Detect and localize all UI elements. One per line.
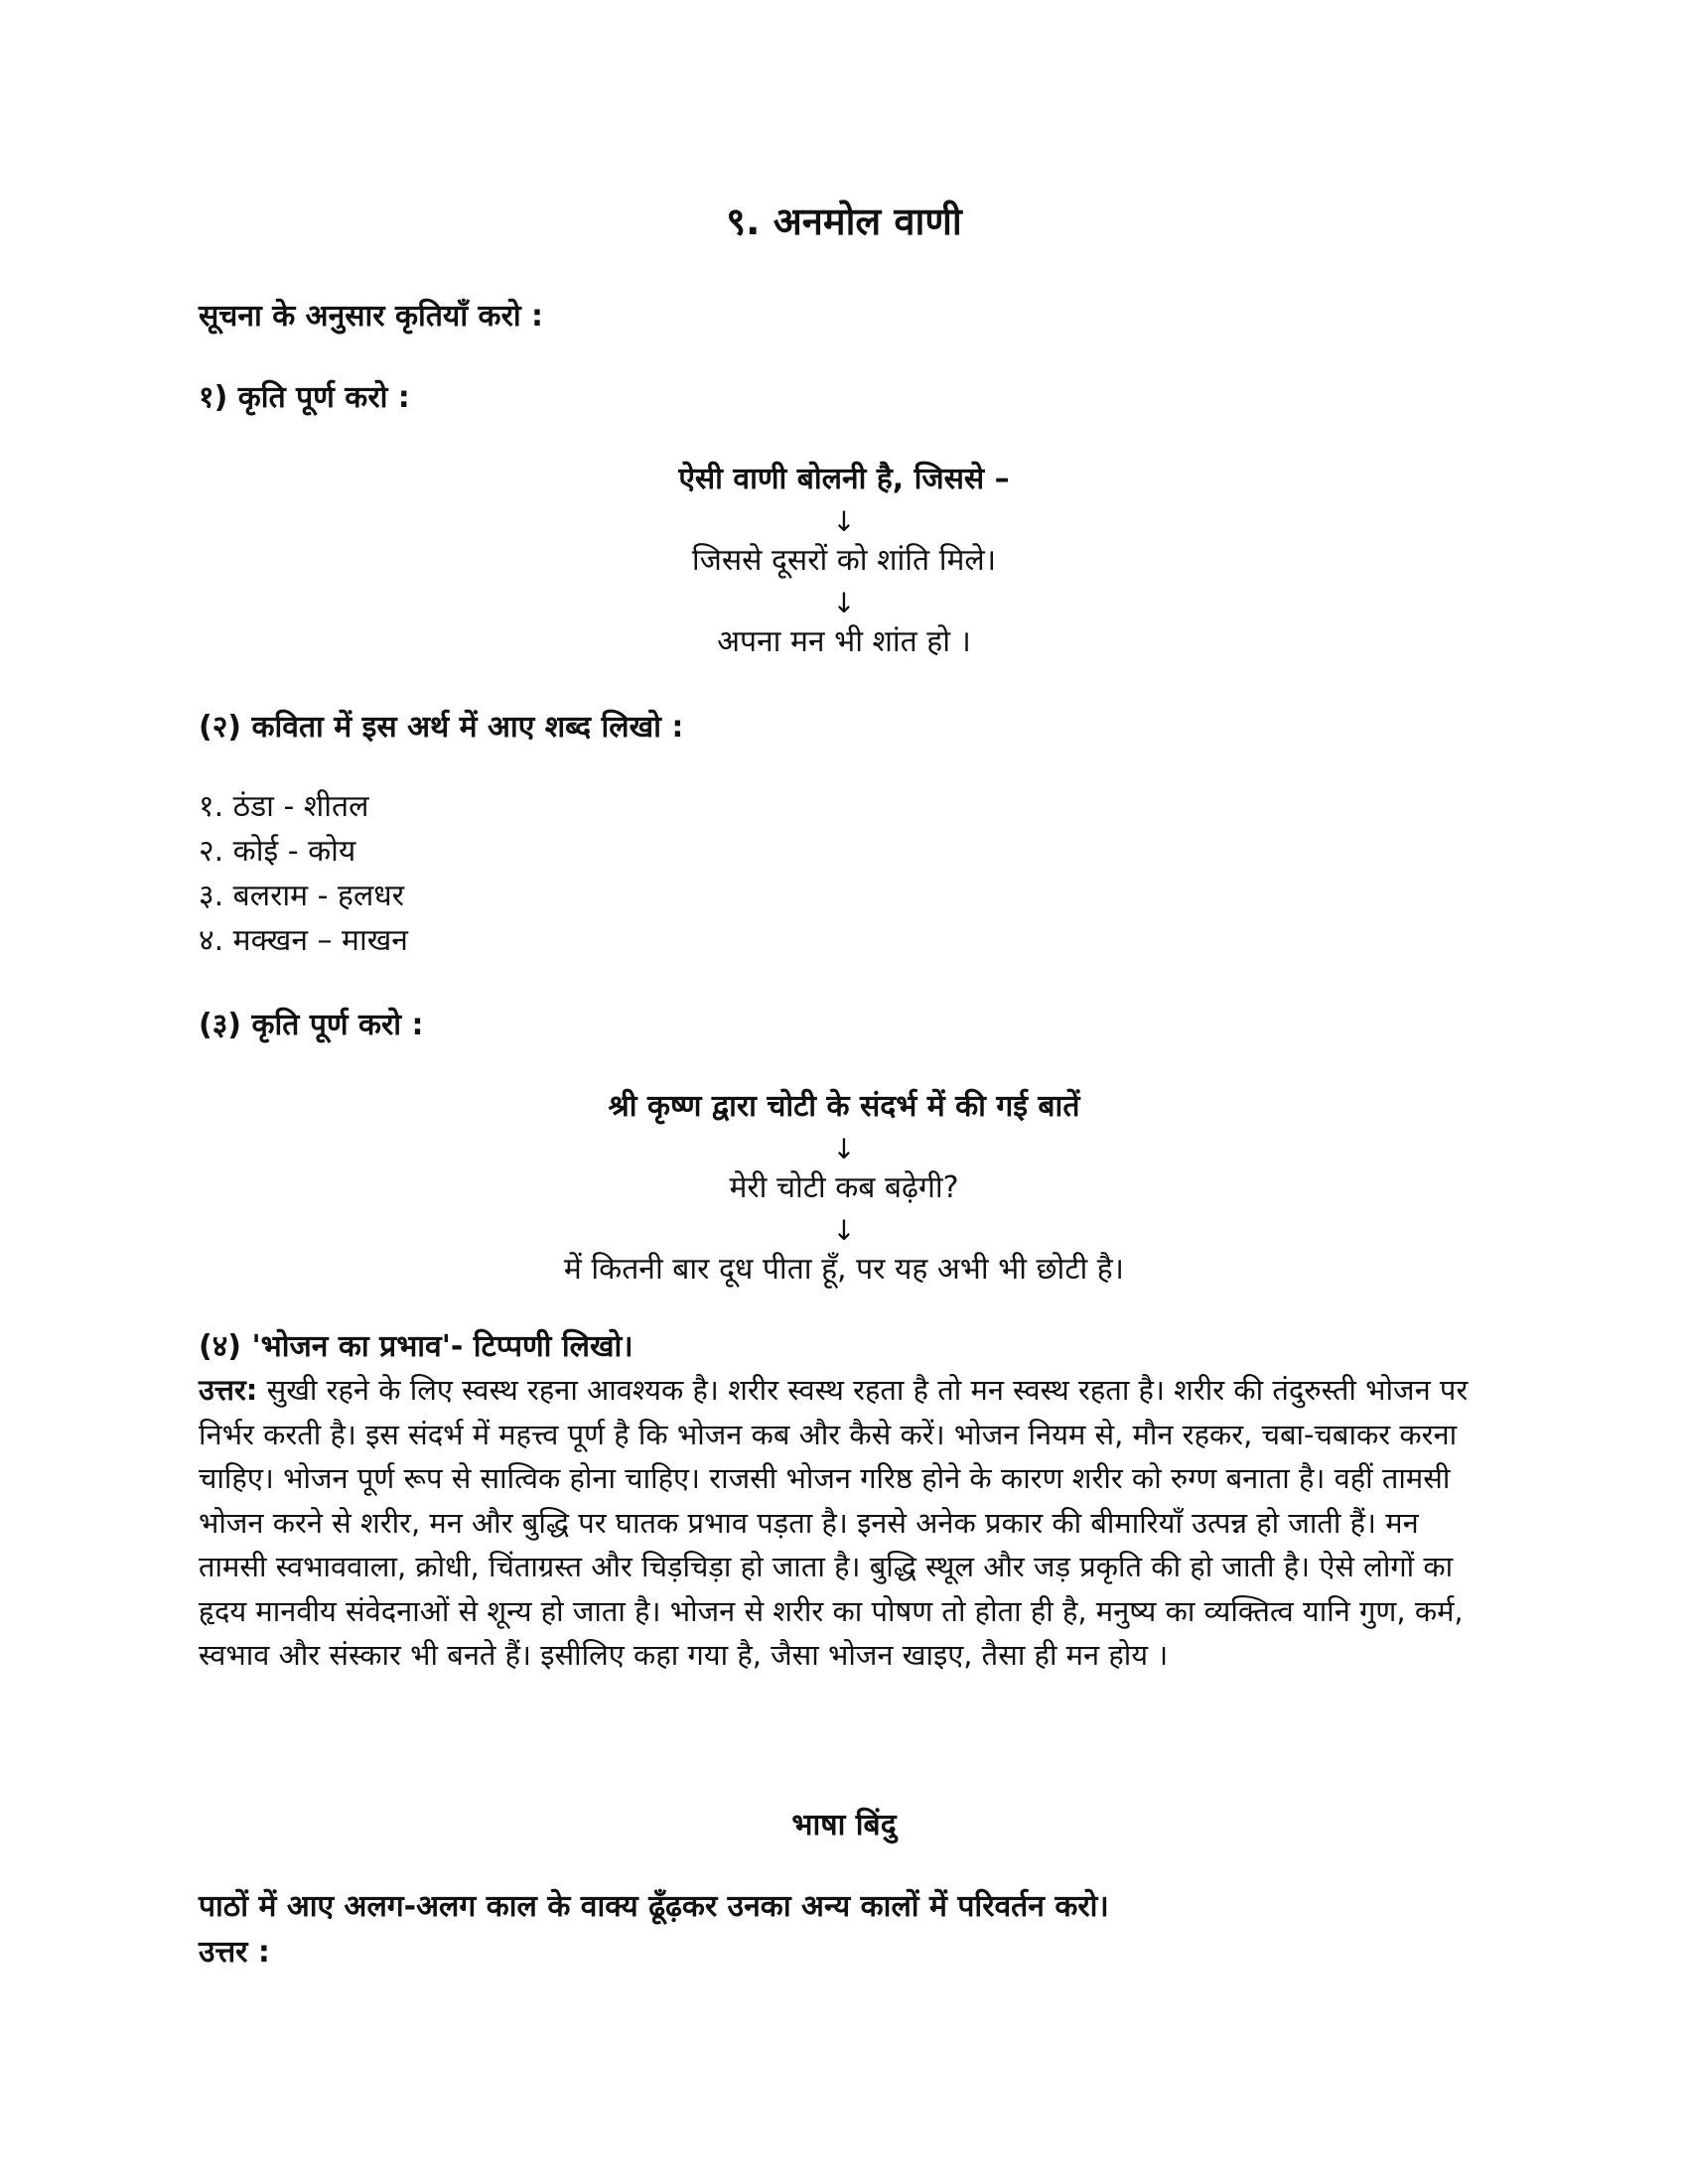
grammar-heading: भाषा बिंदु [791, 1808, 897, 1843]
q2-heading: (२) कविता में इस अर्थ में आए शब्द लिखो : [199, 710, 684, 745]
q1-center-title: ऐसी वाणी बोलनी है, जिससे – [678, 462, 1010, 496]
down-arrow-icon: ↓ [832, 1133, 856, 1165]
down-arrow-icon: ↓ [832, 587, 856, 619]
q3-center-title: श्री कृष्ण द्वारा चोटी के संदर्भ में की गई बातें [608, 1089, 1080, 1124]
answer-label: उत्तर: [199, 1373, 258, 1407]
q3-line-2: में कितनी बार दूध पीता हूँ, पर यह अभी भी छोटी है। [563, 1252, 1125, 1287]
grammar-answer-label: उत्तर : [199, 1935, 270, 1970]
chapter-title: ९. अनमोल वाणी [726, 200, 962, 243]
grammar-question: पाठों में आए अलग-अलग काल के वाक्य ढूँढ़कर उनका अन्य कालों में परिवर्तन करो। [199, 1889, 1109, 1924]
q2-list-item: २. कोई - कोय [199, 834, 356, 869]
q1-line-2: अपना मन भी शांत हो । [717, 624, 971, 659]
q3-heading: (३) कृति पूर्ण करो : [199, 1008, 424, 1042]
q4-answer-paragraph [199, 1368, 1489, 1678]
instructions-heading: सूचना के अनुसार कृतियाँ करो : [199, 299, 544, 334]
q1-heading: १) कृति पूर्ण करो : [199, 380, 410, 415]
q1-line-1: जिससे दूसरों को शांति मिले। [691, 543, 997, 578]
q4-heading: (४) 'भोजन का प्रभाव'- टिप्पणी लिखो। [199, 1329, 633, 1364]
answer-text: सुखी रहने के लिए स्वस्थ रहना आवश्यक है। शरीर स्वस्थ रहता है तो मन स्वस्थ रहता है। शरीर की तंदुरुस्ती भोजन पर निर्भर करती है। इस संदर्भ में महत्त्व पूर्ण है कि भोजन कब और कैसे करें। भोजन नियम से, मौन रहकर, चबा-चबाकर करना चाहिए। भोजन पूर्ण रूप से सात्विक होना चाहिए। राजसी भोजन गरिष्ठ होने के कारण शरीर को रुग्ण बनाता है। वहीं तामसी भोजन करने से शरीर, मन और बुद्धि पर घातक प्रभाव पड़ता है। इनसे अनेक प्रकार की बीमारियाँ उत्पन्न हो जाती हैं। मन तामसी स्वभाववाला, क्रोधी, चिंताग्रस्त और चिड़चिड़ा हो जाता है। बुद्धि स्थूल और जड़ प्रकृति की हो जाती है। ऐसे लोगों का हृदय मानवीय संवेदनाओं से शून्य हो जाता है। भोजन से शरीर का पोषण तो होता ही है, मनुष्य का व्यक्तित्व यानि गुण, कर्म, स्वभाव और संस्कार भी बनते हैं। इसीलिए कहा गया है, जैसा भोजन खाइए, तैसा ही मन होय । [199, 1373, 1469, 1672]
down-arrow-icon: ↓ [832, 1214, 856, 1247]
q2-list-item: ४. मक्खन – माखन [199, 923, 408, 958]
down-arrow-icon: ↓ [832, 505, 856, 538]
q2-list-item: १. ठंडा - शीतल [199, 789, 369, 824]
q2-list-item: ३. बलराम - हलधर [199, 879, 405, 913]
q3-line-1: मेरी चोटी कब बढ़ेगी? [729, 1170, 959, 1205]
